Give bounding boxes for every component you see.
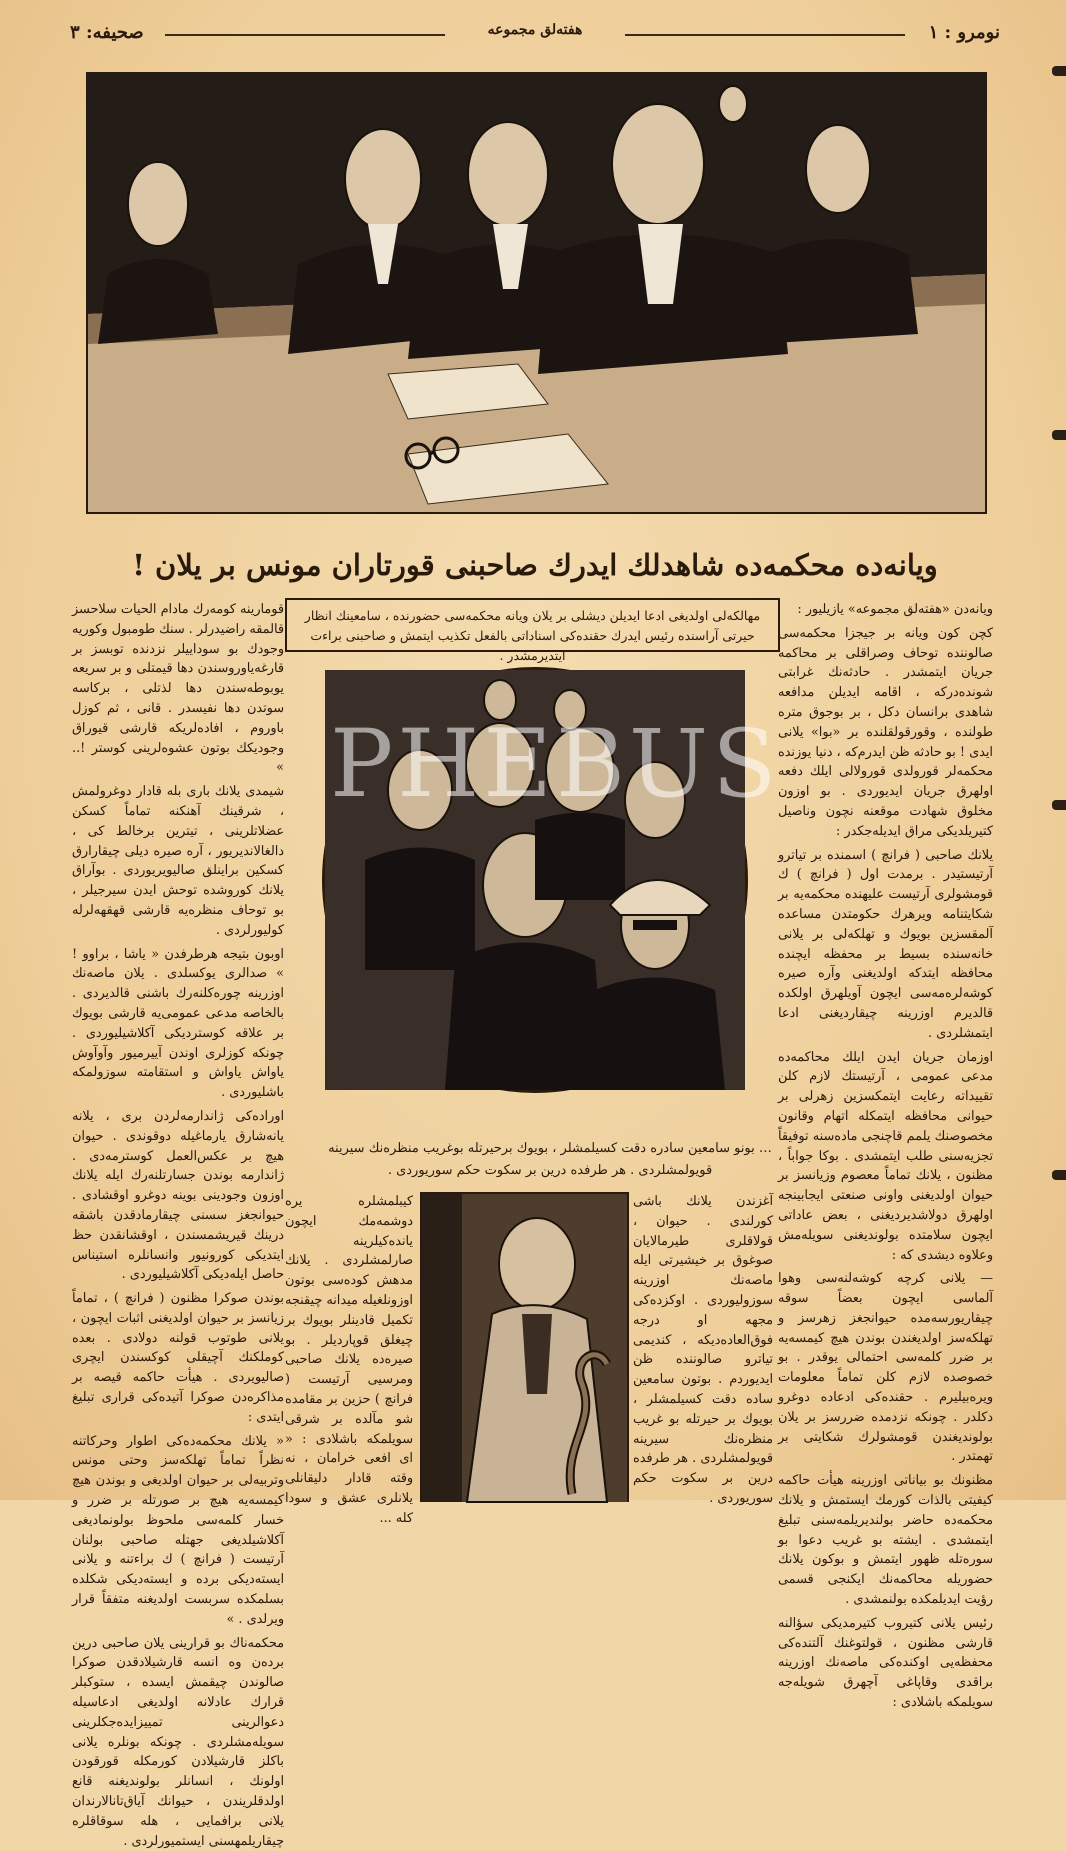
paragraph: — یلانی کرچه کوشه‌لنه‌سی وهوا آلماسی ایچون بعضاً سوقه چیقاریورسه‌مده حیوانجغز زهرسز و تهلکه‌سز اولدیغندن بوندن هیچ کیمسه‌یه بر ضرر کلمه‌سی احتمالی یوقدر . بو خصوصده لازم کلن تماماً معلومات ویره‌بیلیرم . حقنده‌کی ادعاده دوغرو دکلدر . چونکه نزدمده ضررسز بر یلان بولوندیغندن قومشولرك شکایتی بر تهمتدر . xyxy=(778,1271,993,1465)
header-rule-right xyxy=(625,34,905,36)
article-column-middle-right: آغزندن یلانك باشی کورلندی . حیوان ، قولاقلری طیرمالایان صوغوق بر خیشیرتی ایله ماصه‌نك اوزرینه سوزولیوردی . اوکزده‌کی مجهه او درجه فوق‌العاده‌دیکه ، کندیمی تیاترو صالوننده ظن ایدیوردم . بوتون سامعین ساده دقت کسیلمشلر ، بویوك بر حیرتله بو غریب منظره‌نك سیرینه قویولمشلردی . هر طرفده درین بر سکوت حکم سوریوردی . xyxy=(633,1194,773,1506)
page-number: صحیفه: ٣ xyxy=(70,22,144,43)
phebus-watermark: PHEBUS xyxy=(330,710,781,819)
man-with-snake-illustration xyxy=(420,1192,629,1502)
courtroom-judges-illustration xyxy=(86,72,987,514)
paragraph: شیمدی یلانك باری بله قادار دوغرولمش ، شرقینك آهنکنه تماماً کسکن عضلاتلرینی ، تیترین برخالط کی ، دالغالاندیریور ، آره صیره دیلی چیقارارق کسکین براینلق صالیویریوردی . بوآراق یلانك کوروشده توحش ایدن سیرجیلر ، بو توحاف منظره‌یه قارشی قهقهه‌لرله کولیورلردی . xyxy=(72,784,284,938)
paragraph: قومارینه کومه‌رك مادام الحیات سلاحسز قالمقه راضیدرلر . سنك طومبول وکوریه وجودك بو سوداییلر نزدنده توبسز بر قارغه‌یاوروسندن دها قیمتلی و بر سریعه یوبوطه‌سندن دها لذتلی ، برکاسه سوتدن دها نفیسدر . قانی ، ثم کوزل باوروم ، افاده‌لریکه قارشی قیوراق وجودیکك بوتون عشوه‌لرینی کوستر !.. » xyxy=(72,602,284,776)
courtroom-audience-illustration xyxy=(322,667,781,1093)
binding-hole-2 xyxy=(1052,430,1066,440)
article-column-left xyxy=(72,600,284,1849)
article-column-right xyxy=(778,600,993,1711)
courtroom-drawing xyxy=(88,74,985,512)
audience-drawing xyxy=(325,670,745,1090)
paragraph: کچن کون ویانه بر جیجزا محکمه‌سی صالوننده توحاف وصراقلی بر محاکمه جریان ایتمشدر . حادثه‌نك غرابتی شونده‌درکه ، اقامه ایدیلن مدافعه شاهدی برانسان دکل ، بر بوجوق متره طولنده ، وقورقولقلنده بر «بوا» یلانی ایدی ! بو حادثه ظن ایدرم‌که ، دنیا یوزنده محکمه‌لر قورولدی قورولالی ایلك دفعه اولهرق جریان ایدیوردی . بو اوزون مخلوق شهادت موقعنه نچون وناصیل کتیریلدیکی مراق ایدیله‌جکدر : xyxy=(778,625,993,839)
paragraph: ویانه‌دن «هفته‌لق مجموعه» یازیلیور : xyxy=(797,602,993,617)
page-header xyxy=(70,14,1000,54)
issue-number: نومرو : ١ xyxy=(928,22,1000,43)
paragraph: اوبون بتیجه هرطرفدن « یاشا ، براوو ! » صدالری یوکسلدی . یلان ماصه‌نك اوزرینه چوره‌کلنه‌رك باشنی قالدیردی . بالخاصه مدعی عمومی‌یه قارشی بویوك بر علاقه کوستردیکی آکلاشیلیوردی . چونکه کوزلری اوندن آییرمیور وآوآوش یاواش یاواش و استقامته سوزولمکه باشلیوردی . xyxy=(72,946,284,1101)
paragraph: رئیس یلانی کتیروب کتیرمدیکی سؤالنه قارشی مظنون ، قولتوغنك آلتنده‌کی محفظه‌یی اوکنده‌کی ماصه‌نك اوزرینه براقدی وقاپاغی آچهرق شویله‌جه سویلمکه باشلادی : xyxy=(778,1615,993,1711)
illustration-caption: … بونو سامعین سادره دقت کسیلمشلر ، بویوك برحیرتله بوغریب منظره‌نك سیرینه قویولمشلردی . هر طرفده درین بر سکوت حکم سوریوردی . xyxy=(328,1141,772,1178)
binding-hole-3 xyxy=(1052,800,1066,810)
paragraph: مظنونك بو بیاناتی اوزرینه هیأت حاکمه کیفیتی بالذات کورمك ایستمش و یلانك محکمه‌ده حاضر بولندیریلمه‌سنی تبلیغ ایتمشدی . ایشته بو غریب دعوا بو سوره‌تله ظهور ایتمش و بوکون یلانك حضوریله محاکمه‌نك ایکنجی قسمی رؤیت ایدیلمکده بولنمشدی . xyxy=(778,1473,993,1608)
paragraph: محکمه‌ناك بو قرارینی یلان صاحبی درین برده‌ن وه‌ انسه‌ قارشیلادقدن صوکرا صالوندن چیقمش ایسده ، ستوکبلر قرارك عادلانه اولدیغی ادعاسیله دعوالرینی تمییزایده‌جکلرینی سویله‌مشلردی . چونکه بونلره یلانی باکلز قارشیلادن کورمکله قورقودن اولونك ، انسانلر بولوندیغنه قانع اولدقلریندن ، حیوانك آیاق‌تانالارندان یلانی برافمایی ، هله سوقاقلره چیقاریلمهسنی ایستمیورلردی . xyxy=(72,1635,284,1849)
paragraph: اوزمان جریان ایدن ایلك محاکمه‌ده مدعی عمومی ، آرتیستك لازم کلن تقییداته رعایت ایتمکسزین زهرلی بر حیوانی محافظه ایتمکله اتهام وقانون مخصوصنك یلمم قاچنجی ماده‌سنه توفیقاً تجزیه‌سنی طلب ایتمشدی . بوکا جواباً ، مظنون ، یلانك تماماً معصوم وزیانسز بر حیوان اولدیغنی واونی صنعتی ایجابینجه اولهرق دولاشدیردیغنی ، بعض عاداتی ایچون سلامتده بولوندیغنی سویله‌مش وعلاوه‌ دیشدی که : xyxy=(778,1049,993,1263)
article-column-middle-left: کیبلمشلره‌ یره دوشمه‌مك ایچون یانده‌کیلرینه صارلمشلردی . یلانك مدهش کوده‌سی بوتون اوزونلغیله میدانه چیقنجه تکمیل قادینلر بویوك بر چیغلق قوپاردیلر . بو صیره‌ده یلانك صاحبی ومرسیی آرتیست ( فرانچ ) حزین بر مقامده شو مآلده بر شرقی سویلمکه باشلادی : « ای افعی خرامان ، نه وقته قادار دلیقانلی یلانلری عشق و سودا کله ... xyxy=(285,1194,413,1526)
binding-hole-4 xyxy=(1052,1170,1066,1180)
magazine-name: هفته‌لق مجموعه xyxy=(487,22,583,38)
summary-caption-box: مهالکه‌لی اولدیغی ادعا ایدیلن دیشلی بر یلان ویانه محکمه‌سی حضورنده ، سامعینك انظار حیرتی آراسنده رئیس ایدرك حقنده‌کی اسناداتی بالفعل تکذیب ایتمش و صاحبنی براءت ایتدیرمشدر . xyxy=(285,598,780,652)
article-headline: ویانه‌ده محکمه‌ده شاهدلك ایدرك صاحبنی قورتاران مونس بر یلان ! xyxy=(132,548,938,582)
paragraph: اوراده‌کی ژاندارمه‌لردن بری ، یلانه یانه‌شارق یارماغیله دوقوندی . حیوان هیچ بر عکس‌العمل کوسترمه‌دی . ژاندارمه بوندن جسارتلنه‌رك ایله یلانك اوزون وجودینی بوینه دوغرو اوقشادی . حیوانجغز سسنی چیقارمادقدن باشقه درینك قیریشمسندن ، اوقشانقدن حظ ایتدیکی کورونیور وانسانلره استیناس حاصل ایله‌دیکی آکلاشیلیوردی . xyxy=(72,1108,284,1283)
paragraph: « یلانك محکمه‌ده‌کی اطوار وحرکاتنه نظراً تماماً تهلکه‌سز وحتی مونس وتربیه‌لی بر حیوان اولدیغی و بوندن هیچ کیمسه‌یه هیچ بر صورتله بر ضرر و خسار کلمه‌سی ملحوظ بولونمادیغی آکلاشیلدیغی جهتله صاحبی بولنان آرتیست ( فرانچ ) ك براءتنه و یلانی ایسته‌دیکی برده و ایسته‌دیکی شکلده بسلمکده سربست اولدیغنه متفقاً قرار ویرلدی . » xyxy=(72,1433,284,1627)
paragraph: یلانك صاحبی ( فرانچ ) اسمنده بر تیاترو آرتیستیدر . برمدت اول ( فرانچ ) ك قومشولری آرتیست علیهنده محکمه‌یه بر شکایتنامه ویرهرك حکومتدن مساعده آلمقسزین بویوك و تهلکه‌لی بر یلانی خانه‌سنده بسیط بر محفظه ایچنده محافظه ایتدکه اولدیغنی وآره صیره کوشه‌لره‌مه‌سی ایچون آویلهرق اولکده قالدیرم اوزرینه چیقاردیغنی ادعا ایتمشلردی . xyxy=(778,847,993,1041)
binding-hole-1 xyxy=(1052,66,1066,76)
header-rule-left xyxy=(165,34,445,36)
snake-owner-drawing xyxy=(422,1194,627,1502)
paragraph: بوندن صوکرا مظنون ( فرانچ ) ، تماماً زیانسز بر حیوان اولدیغنی اثبات ایچون ، یلانی طوتوب قولنه دولادی . بعده کوملکنك آچیقلی کوکسندن ایچری صالیویردی . هیأت حاکمه قیصه بر مذاکره‌دن صوکرا آتیده‌کی قراری تبلیغ ایتدی : xyxy=(72,1291,284,1425)
